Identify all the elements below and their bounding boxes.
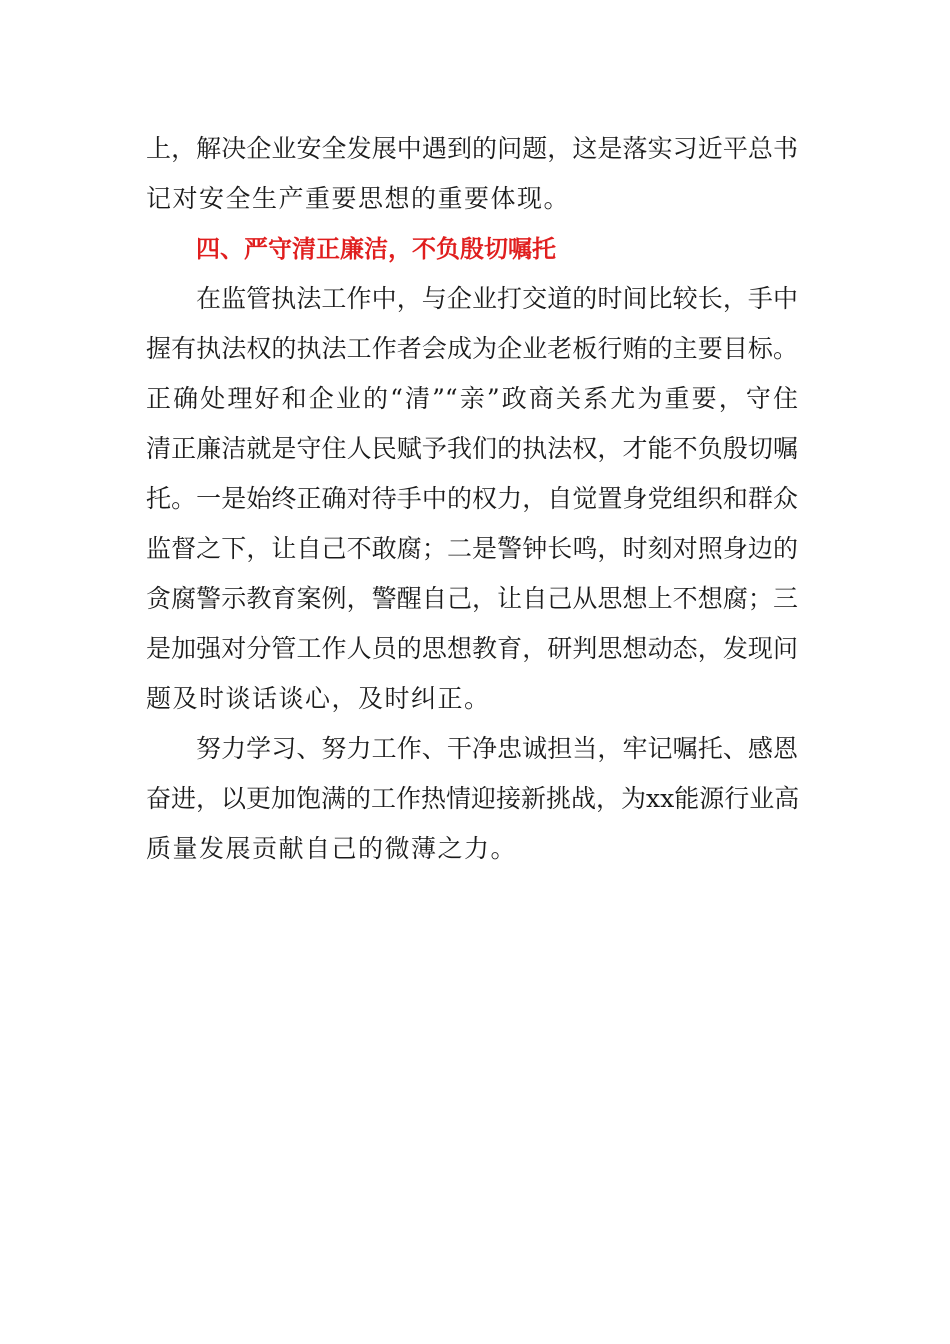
body-text-line: 握有执法权的执法工作者会成为企业老板行贿的主要目标。 xyxy=(146,334,798,363)
body-text-line: 是加强对分管工作人员的思想教育，研判思想动态，发现问 xyxy=(146,634,798,663)
section-heading: 四、严守清正廉洁，不负殷切嘱托 xyxy=(196,235,556,263)
body-text-line: 题及时谈话谈心，及时纠正。 xyxy=(146,684,491,713)
body-text-line: 在监管执法工作中，与企业打交道的时间比较长，手中 xyxy=(196,284,798,313)
body-text-line: 记对安全生产重要思想的重要体现。 xyxy=(146,184,571,213)
document-page xyxy=(146,124,798,874)
body-text-line: 托。一是始终正确对待手中的权力，自觉置身党组织和群众 xyxy=(146,484,798,513)
body-text-line: 清正廉洁就是守住人民赋予我们的执法权，才能不负殷切嘱 xyxy=(146,434,798,463)
body-text-line: 正确处理好和企业的“清”“亲”政商关系尤为重要，守住 xyxy=(146,384,798,413)
body-text-line: 努力学习、努力工作、干净忠诚担当，牢记嘱托、感恩 xyxy=(196,734,798,763)
body-text-line: 质量发展贡献自己的微薄之力。 xyxy=(146,834,518,863)
body-text-line: 上，解决企业安全发展中遇到的问题，这是落实习近平总书 xyxy=(146,134,798,163)
body-text-line: 贪腐警示教育案例，警醒自己，让自己从思想上不想腐；三 xyxy=(146,584,798,613)
body-text-line: 奋进，以更加饱满的工作热情迎接新挑战，为xx能源行业高 xyxy=(146,784,800,813)
body-text-line: 监督之下，让自己不敢腐；二是警钟长鸣，时刻对照身边的 xyxy=(146,534,798,563)
